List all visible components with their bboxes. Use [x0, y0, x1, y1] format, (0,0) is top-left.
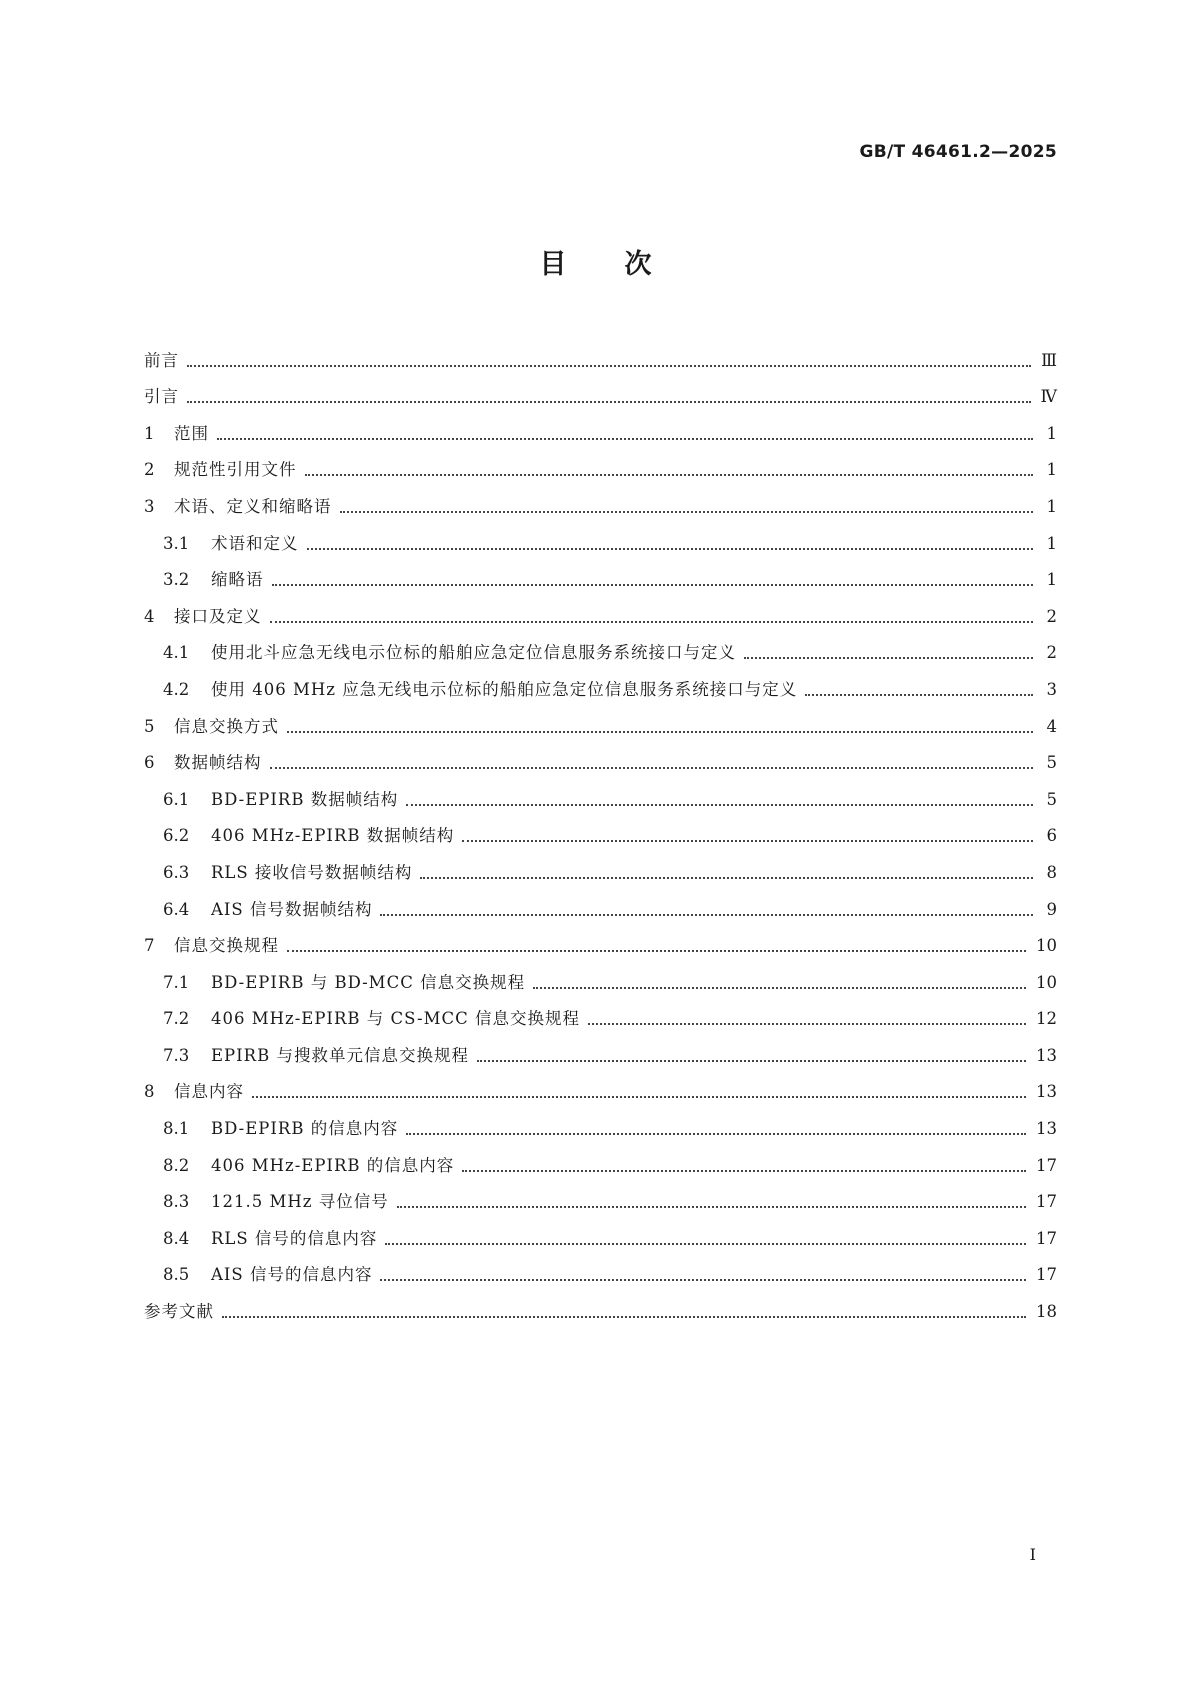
toc-entry-page: 17 [1036, 1228, 1057, 1248]
toc-entry-page: 9 [1046, 899, 1057, 919]
toc-entry[interactable] [144, 816, 1057, 853]
toc-entry-page: 8 [1046, 862, 1057, 882]
toc-entry-title: 接口及定义 [174, 606, 262, 626]
toc-entry-page: 17 [1036, 1155, 1057, 1175]
toc-entry-title: 406 MHz-EPIRB 的信息内容 [211, 1155, 455, 1175]
toc-leader-dots [187, 365, 1031, 367]
toc-entry-title: 引言 [144, 387, 179, 407]
toc-entry-title: BD-EPIRB 数据帧结构 [211, 789, 399, 809]
toc-entry[interactable] [144, 999, 1057, 1036]
toc-entry-page: 17 [1036, 1265, 1057, 1285]
toc-entry[interactable] [144, 962, 1057, 999]
toc-entry-title: RLS 接收信号数据帧结构 [211, 862, 413, 882]
toc-entry[interactable] [144, 1072, 1057, 1109]
toc-entry[interactable] [144, 340, 1057, 377]
toc-entry-page: 1 [1046, 423, 1057, 443]
page-title: 目次 [539, 249, 710, 280]
toc-entry-number: 4 [144, 606, 155, 626]
toc-leader-dots [340, 511, 1034, 513]
toc-entry-number: 3.2 [163, 570, 190, 590]
toc-leader-dots [588, 1023, 1026, 1025]
toc-entry-page: 1 [1046, 570, 1057, 590]
toc-entry-page: Ⅲ [1041, 350, 1057, 370]
toc-entry-title: BD-EPIRB 与 BD-MCC 信息交换规程 [211, 972, 526, 992]
toc-entry[interactable] [144, 852, 1057, 889]
toc-entry-page: 1 [1046, 533, 1057, 553]
toc-entry-number: 1 [144, 423, 155, 443]
toc-entry[interactable] [144, 1255, 1057, 1292]
toc-entry-number: 7 [144, 936, 155, 956]
toc-entry-page: 13 [1036, 1119, 1057, 1139]
toc-entry-page: 13 [1036, 1082, 1057, 1102]
toc-entry-title: 406 MHz-EPIRB 与 CS-MCC 信息交换规程 [211, 1009, 580, 1029]
toc-leader-dots [187, 401, 1031, 403]
toc-leader-dots [406, 1133, 1026, 1135]
toc-leader-dots [380, 914, 1033, 916]
toc-entry-number: 4.1 [163, 643, 190, 663]
toc-entry-page: 12 [1036, 1009, 1057, 1029]
toc-entry-number: 5 [144, 716, 155, 736]
toc-entry-number: 3 [144, 496, 155, 516]
toc-entry-title: 信息交换规程 [174, 936, 279, 956]
toc-entry-page: 1 [1046, 460, 1057, 480]
toc-entry-title: 数据帧结构 [174, 753, 262, 773]
toc-entry-title: AIS 信号数据帧结构 [211, 899, 373, 919]
toc-entry[interactable] [144, 486, 1057, 523]
toc-leader-dots [287, 950, 1026, 952]
toc-entry[interactable] [144, 1108, 1057, 1145]
toc-entry-title: EPIRB 与搜救单元信息交换规程 [211, 1045, 469, 1065]
toc-entry[interactable] [144, 706, 1057, 743]
toc-entry-number: 8.4 [163, 1228, 190, 1248]
toc-leader-dots [287, 731, 1033, 733]
toc-entry-page: 3 [1046, 679, 1057, 699]
toc-entry-title: 范围 [174, 423, 209, 443]
page-number: Ⅰ [1029, 1545, 1036, 1564]
toc-entry[interactable] [144, 1145, 1057, 1182]
toc-entry[interactable] [144, 413, 1057, 450]
toc-entry-page: 1 [1046, 496, 1057, 516]
toc-entry-page: 5 [1046, 753, 1057, 773]
toc-entry-title: 使用 406 MHz 应急无线电示位标的船舶应急定位信息服务系统接口与定义 [211, 679, 798, 699]
toc-entry-page: 13 [1036, 1045, 1057, 1065]
toc-entry-number: 7.2 [163, 1009, 190, 1029]
toc-entry-number: 6.1 [163, 789, 190, 809]
toc-entry-number: 8.5 [163, 1265, 190, 1285]
toc-entry[interactable] [144, 1182, 1057, 1219]
toc-entry[interactable] [144, 889, 1057, 926]
toc-entry-title: 前言 [144, 350, 179, 370]
toc-entry-page: 18 [1036, 1302, 1057, 1322]
table-of-contents [144, 340, 1057, 1328]
toc-leader-dots [307, 548, 1034, 550]
toc-entry-number: 8.1 [163, 1119, 190, 1139]
toc-leader-dots [397, 1206, 1026, 1208]
toc-leader-dots [533, 987, 1026, 989]
toc-entry-title: 术语和定义 [211, 533, 299, 553]
toc-entry-page: 5 [1046, 789, 1057, 809]
toc-entry[interactable] [144, 377, 1057, 414]
toc-entry-page: 4 [1046, 716, 1057, 736]
toc-entry-number: 6.3 [163, 862, 190, 882]
toc-entry[interactable] [144, 669, 1057, 706]
toc-entry-title: 缩略语 [211, 570, 264, 590]
toc-entry-number: 6 [144, 753, 155, 773]
toc-leader-dots [380, 1279, 1026, 1281]
toc-leader-dots [462, 840, 1033, 842]
toc-leader-dots [252, 1096, 1026, 1098]
toc-entry-number: 2 [144, 460, 155, 480]
toc-entry-title: RLS 信号的信息内容 [211, 1228, 378, 1248]
toc-entry[interactable] [144, 1035, 1057, 1072]
toc-entry-title: 信息交换方式 [174, 716, 279, 736]
toc-entry-page: Ⅳ [1040, 387, 1057, 407]
toc-leader-dots [272, 584, 1034, 586]
toc-entry[interactable] [144, 743, 1057, 780]
toc-entry-number: 6.2 [163, 826, 190, 846]
toc-entry-number: 8.2 [163, 1155, 190, 1175]
toc-entry-title: 术语、定义和缩略语 [174, 496, 332, 516]
toc-leader-dots [744, 657, 1033, 659]
toc-entry[interactable] [144, 926, 1057, 963]
toc-leader-dots [270, 767, 1034, 769]
toc-entry-title: 参考文献 [144, 1302, 214, 1322]
toc-leader-dots [420, 877, 1033, 879]
toc-entry-title: AIS 信号的信息内容 [211, 1265, 373, 1285]
toc-entry[interactable] [144, 560, 1057, 597]
toc-entry-page: 2 [1046, 643, 1057, 663]
toc-leader-dots [270, 621, 1034, 623]
toc-entry-number: 6.4 [163, 899, 190, 919]
toc-leader-dots [406, 804, 1033, 806]
toc-entry-title: 使用北斗应急无线电示位标的船舶应急定位信息服务系统接口与定义 [211, 643, 736, 663]
toc-entry-number: 7.3 [163, 1045, 190, 1065]
toc-entry[interactable] [144, 1291, 1057, 1328]
toc-entry[interactable] [144, 523, 1057, 560]
toc-entry-number: 3.1 [163, 533, 190, 553]
toc-entry-title: BD-EPIRB 的信息内容 [211, 1119, 399, 1139]
toc-entry[interactable] [144, 633, 1057, 670]
toc-entry-title: 121.5 MHz 寻位信号 [211, 1192, 389, 1212]
toc-entry-page: 6 [1046, 826, 1057, 846]
toc-entry[interactable] [144, 450, 1057, 487]
toc-entry-number: 8 [144, 1082, 155, 1102]
toc-entry[interactable] [144, 1218, 1057, 1255]
toc-leader-dots [462, 1170, 1026, 1172]
toc-entry-number: 8.3 [163, 1192, 190, 1212]
toc-leader-dots [477, 1060, 1026, 1062]
toc-entry-title: 信息内容 [174, 1082, 244, 1102]
toc-entry-page: 10 [1036, 972, 1057, 992]
toc-leader-dots [305, 474, 1034, 476]
toc-entry[interactable] [144, 596, 1057, 633]
toc-entry-title: 规范性引用文件 [174, 460, 297, 480]
toc-entry-page: 10 [1036, 936, 1057, 956]
toc-entry-page: 2 [1046, 606, 1057, 626]
toc-leader-dots [222, 1316, 1026, 1318]
toc-entry-page: 17 [1036, 1192, 1057, 1212]
standard-number: GB/T 46461.2—2025 [859, 142, 1057, 162]
toc-leader-dots [385, 1243, 1026, 1245]
toc-entry-number: 7.1 [163, 972, 190, 992]
toc-leader-dots [217, 438, 1033, 440]
toc-entry-number: 4.2 [163, 679, 190, 699]
toc-leader-dots [805, 694, 1033, 696]
toc-entry[interactable] [144, 779, 1057, 816]
toc-entry-title: 406 MHz-EPIRB 数据帧结构 [211, 826, 455, 846]
